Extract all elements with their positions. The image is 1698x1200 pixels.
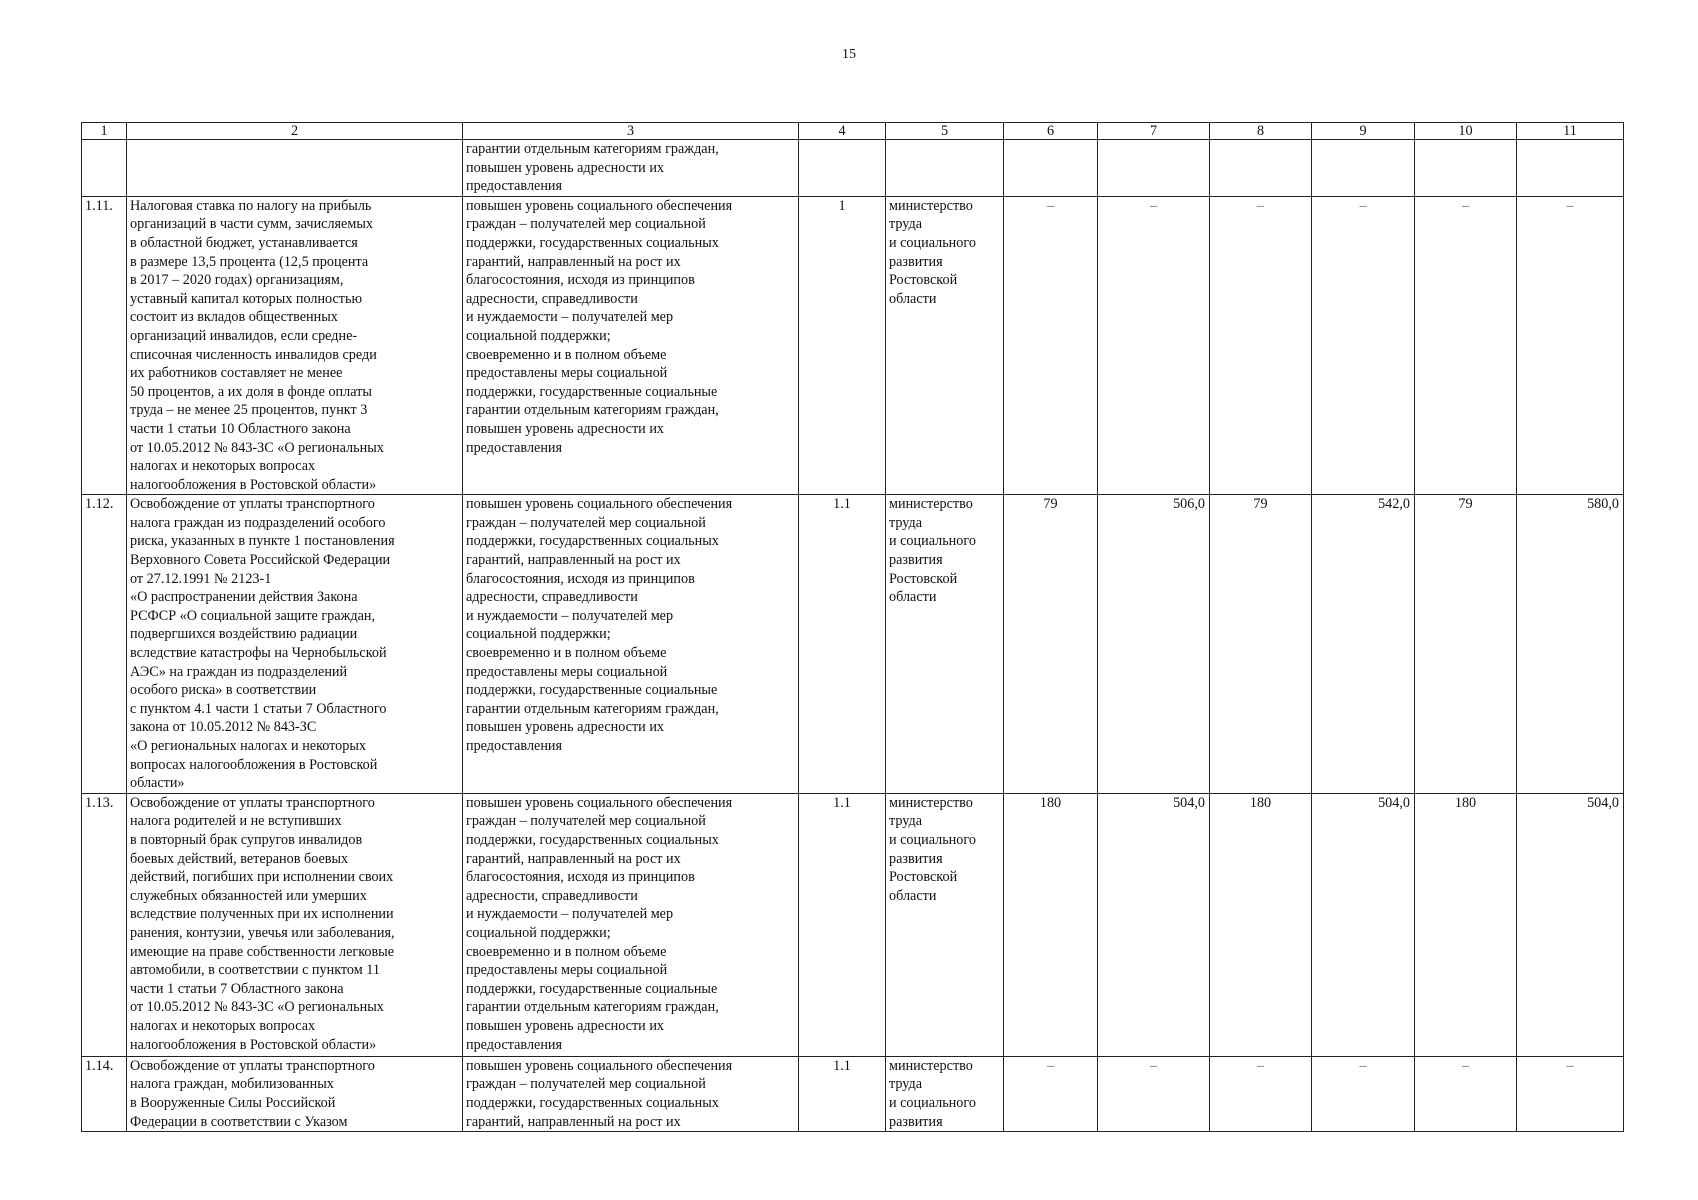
column-header: 1: [82, 123, 127, 140]
value-cell: 180: [1004, 793, 1098, 1056]
value-cell: –: [1517, 1056, 1624, 1131]
row-number: 1.13.: [82, 793, 127, 1056]
value-cell: [1517, 140, 1624, 197]
row-number: [82, 140, 127, 197]
page-number: 15: [842, 47, 856, 62]
column-header: 10: [1415, 123, 1517, 140]
row-number: 1.11.: [82, 196, 127, 495]
row-number: 1.14.: [82, 1056, 127, 1131]
target-indicator: [799, 140, 886, 197]
value-cell: 542,0: [1312, 495, 1415, 794]
curator: министерство труда и социального развития: [886, 1056, 1004, 1131]
value-cell: 79: [1210, 495, 1312, 794]
target-indicator: 1.1: [799, 495, 886, 794]
curator: министерство труда и социального развития Ростовской области: [886, 495, 1004, 794]
value-cell: [1098, 140, 1210, 197]
value-cell: –: [1098, 196, 1210, 495]
value-cell: 79: [1415, 495, 1517, 794]
curator: министерство труда и социального развития Ростовской области: [886, 793, 1004, 1056]
value-cell: 180: [1415, 793, 1517, 1056]
table-row: [82, 140, 1624, 197]
column-header: 6: [1004, 123, 1098, 140]
measure-goal: повышен уровень социального обеспечения граждан – получателей мер социальной поддержки, государственных социальных гарантий, направленный на рост их благосостояния, исходя из принципов адресности, справедливости и нуждаемости – получателей мер социальной поддержки; своевременно и в полном объеме предоставлены меры социальной поддержки, государственные социальные гарантии отдельным категориям граждан, повышен уровень адресности их предоставления: [463, 495, 799, 794]
value-cell: [1415, 140, 1517, 197]
measure-goal: повышен уровень социального обеспечения граждан – получателей мер социальной поддержки, государственных социальных гарантий, направленный на рост их: [463, 1056, 799, 1131]
column-header: 9: [1312, 123, 1415, 140]
measure-name: Освобождение от уплаты транспортного налога граждан из подразделений особого риска, указанных в пункте 1 постановления Верховного Совета Российской Федерации от 27.12.1991 № 2123-1 «О распространении действия Закона РСФСР «О социальной защите граждан, подвергшихся воздействию радиации вследствие катастрофы на Чернобыльской АЭС» на граждан из подразделений особого риска» в соответствии с пунктом 4.1 части 1 статьи 7 Областного закона от 10.05.2012 № 843-ЗС «О региональных налогах и некоторых вопросах налогообложения в Ростовской области»: [127, 495, 463, 794]
curator: министерство труда и социального развития Ростовской области: [886, 196, 1004, 495]
column-header: 2: [127, 123, 463, 140]
column-number-row: [82, 123, 1624, 140]
measure-name: Освобождение от уплаты транспортного налога граждан, мобилизованных в Вооруженные Силы Российской Федерации в соответствии с Указом: [127, 1056, 463, 1131]
measure-goal: повышен уровень социального обеспечения граждан – получателей мер социальной поддержки, государственных социальных гарантий, направленный на рост их благосостояния, исходя из принципов адресности, справедливости и нуждаемости – получателей мер социальной поддержки; своевременно и в полном объеме предоставлены меры социальной поддержки, государственные социальные гарантии отдельным категориям граждан, повышен уровень адресности их предоставления: [463, 793, 799, 1056]
value-cell: 504,0: [1312, 793, 1415, 1056]
measure-goal: гарантии отдельным категориям граждан, повышен уровень адресности их предоставления: [463, 140, 799, 197]
measures-table: [81, 122, 1624, 1132]
measure-name: Налоговая ставка по налогу на прибыль организаций в части сумм, зачисляемых в областной бюджет, устанавливается в размере 13,5 процента (12,5 процента в 2017 – 2020 годах) организациям, уставный капитал которых полностью состоит из вкладов общественных организаций инвалидов, если средне- списочная численность инвалидов среди их работников составляет не менее 50 процентов, а их доля в фонде оплаты труда – не менее 25 процентов, пункт 3 части 1 статьи 10 Областного закона от 10.05.2012 № 843-ЗС «О региональных налогах и некоторых вопросах налогообложения в Ростовской области»: [127, 196, 463, 495]
table-row: [82, 793, 1624, 1056]
value-cell: 504,0: [1098, 793, 1210, 1056]
target-indicator: 1.1: [799, 793, 886, 1056]
row-number: 1.12.: [82, 495, 127, 794]
target-indicator: 1: [799, 196, 886, 495]
column-header: 5: [886, 123, 1004, 140]
column-header: 7: [1098, 123, 1210, 140]
value-cell: [1312, 140, 1415, 197]
value-cell: –: [1004, 196, 1098, 495]
value-cell: –: [1210, 1056, 1312, 1131]
value-cell: –: [1210, 196, 1312, 495]
value-cell: 580,0: [1517, 495, 1624, 794]
value-cell: –: [1004, 1056, 1098, 1131]
measure-name: Освобождение от уплаты транспортного налога родителей и не вступивших в повторный брак супругов инвалидов боевых действий, ветеранов боевых действий, погибших при исполнении своих служебных обязанностей или умерших вследствие полученных при их исполнении ранения, контузии, увечья или заболевания, имеющие на праве собственности легковые автомобили, в соответствии с пунктом 11 части 1 статьи 7 Областного закона от 10.05.2012 № 843-ЗС «О региональных налогах и некоторых вопросах налогообложения в Ростовской области»: [127, 793, 463, 1056]
value-cell: –: [1312, 196, 1415, 495]
column-header: 3: [463, 123, 799, 140]
value-cell: 504,0: [1517, 793, 1624, 1056]
table-row: [82, 196, 1624, 495]
column-header: 4: [799, 123, 886, 140]
value-cell: [1004, 140, 1098, 197]
value-cell: 180: [1210, 793, 1312, 1056]
value-cell: –: [1517, 196, 1624, 495]
value-cell: –: [1415, 1056, 1517, 1131]
target-indicator: 1.1: [799, 1056, 886, 1131]
value-cell: 79: [1004, 495, 1098, 794]
measure-name: [127, 140, 463, 197]
table-row: [82, 1056, 1624, 1131]
column-header: 8: [1210, 123, 1312, 140]
column-header: 11: [1517, 123, 1624, 140]
value-cell: –: [1098, 1056, 1210, 1131]
value-cell: –: [1415, 196, 1517, 495]
value-cell: 506,0: [1098, 495, 1210, 794]
curator: [886, 140, 1004, 197]
value-cell: [1210, 140, 1312, 197]
table-row: [82, 495, 1624, 794]
value-cell: –: [1312, 1056, 1415, 1131]
measure-goal: повышен уровень социального обеспечения граждан – получателей мер социальной поддержки, государственных социальных гарантий, направленный на рост их благосостояния, исходя из принципов адресности, справедливости и нуждаемости – получателей мер социальной поддержки; своевременно и в полном объеме предоставлены меры социальной поддержки, государственные социальные гарантии отдельным категориям граждан, повышен уровень адресности их предоставления: [463, 196, 799, 495]
